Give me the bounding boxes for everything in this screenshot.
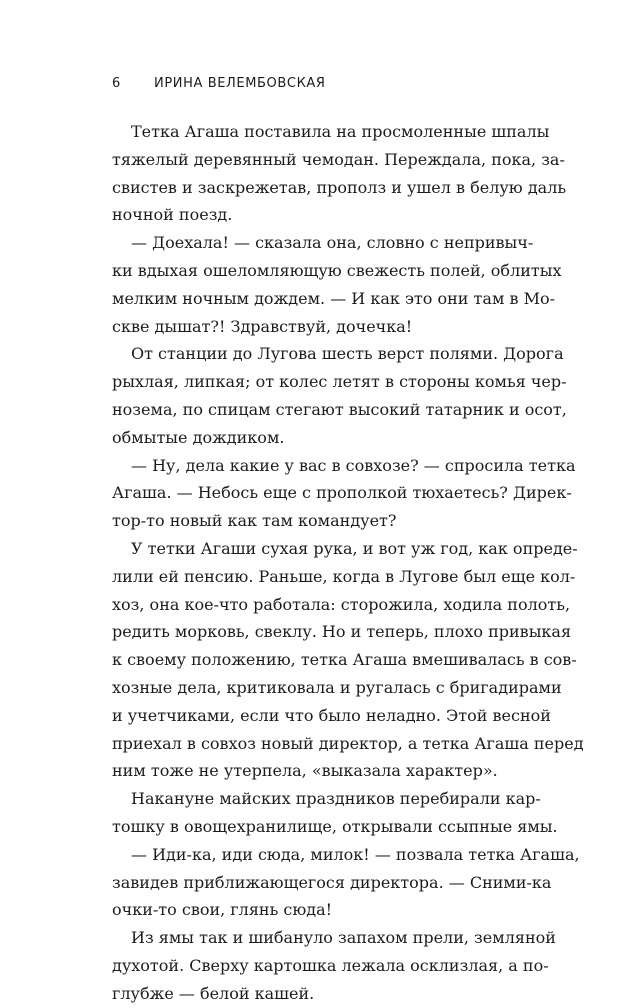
text-line: ним тоже не утерпела, «выказала характер».: [112, 761, 498, 781]
text-line: — Ну, дела какие у вас в совхозе? — спросила тетка: [131, 455, 576, 475]
text-line: к своему положению, тетка Агаша вмешивалась в сов-: [112, 650, 577, 670]
text-line: очки-то свои, глянь сюда!: [112, 900, 333, 920]
text-line: мелким ночным дождем. — И как это они там в Мо-: [112, 288, 555, 308]
text-line: От станции до Лугова шесть верст полями. Дорога: [131, 344, 564, 364]
text-line: редить морковь, свеклу. Но и теперь, плохо привыкая: [112, 622, 572, 642]
text-line: свистев и заскрежетав, прополз и ушел в белую даль: [112, 177, 567, 197]
text-line: У тетки Агаши сухая рука, и вот уж год, как опреде-: [131, 538, 578, 558]
text-line: Из ямы так и шибануло запахом прели, земляной: [131, 928, 556, 948]
text-line: Агаша. — Небось еще с прополкой тюхаетесь? Дирек-: [112, 483, 572, 503]
text-line: тошку в овощехранилище, открывали ссыпные ямы.: [112, 816, 558, 836]
text-line: хоз, она кое-что работала: сторожила, ходила полоть,: [112, 594, 571, 614]
text-line: обмытые дождиком.: [112, 427, 285, 447]
text-line: ночной поезд.: [112, 205, 233, 225]
text-line: тяжелый деревянный чемодан. Переждала, пока, за-: [112, 149, 565, 169]
text-line: завидев приближающегося директора. — Сними-ка: [112, 872, 552, 892]
text-line: рыхлая, липкая; от колес летят в стороны комья чер-: [112, 372, 567, 392]
text-line: — Доехала! — сказала она, словно с непривыч-: [131, 233, 534, 253]
text-line: духотой. Сверху картошка лежала осклизлая, а по-: [112, 955, 549, 975]
text-line: хозные дела, критиковала и ругалась с бригадирами: [112, 677, 562, 697]
text-line: Накануне майских праздников перебирали кар-: [131, 789, 541, 809]
body-text: [112, 118, 584, 1008]
text-line: скве дышат?! Здравствуй, дочечка!: [112, 316, 413, 336]
text-line: нозема, по спицам стегают высокий татарник и осот,: [112, 399, 567, 419]
author-name: ИРИНА ВЕЛЕМБОВСКАЯ: [154, 76, 326, 91]
text-line: глубже — белой кашей.: [112, 983, 315, 1003]
text-line: лили ей пенсию. Раньше, когда в Лугове был еще кол-: [112, 566, 576, 586]
page-number: 6: [112, 76, 121, 91]
text-line: ки вдыхая ошеломляющую свежесть полей, облитых: [112, 260, 562, 280]
running-head: [112, 76, 326, 91]
text-line: тор-то новый как там командует?: [112, 511, 397, 531]
text-line: — Иди-ка, иди сюда, милок! — позвала тетка Агаша,: [131, 844, 580, 864]
text-line: приехал в совхоз новый директор, а тетка Агаша перед: [112, 733, 584, 753]
text-line: и учетчиками, если что было неладно. Этой весной: [112, 705, 551, 725]
text-line: Тетка Агаша поставила на просмоленные шпалы: [131, 122, 550, 141]
